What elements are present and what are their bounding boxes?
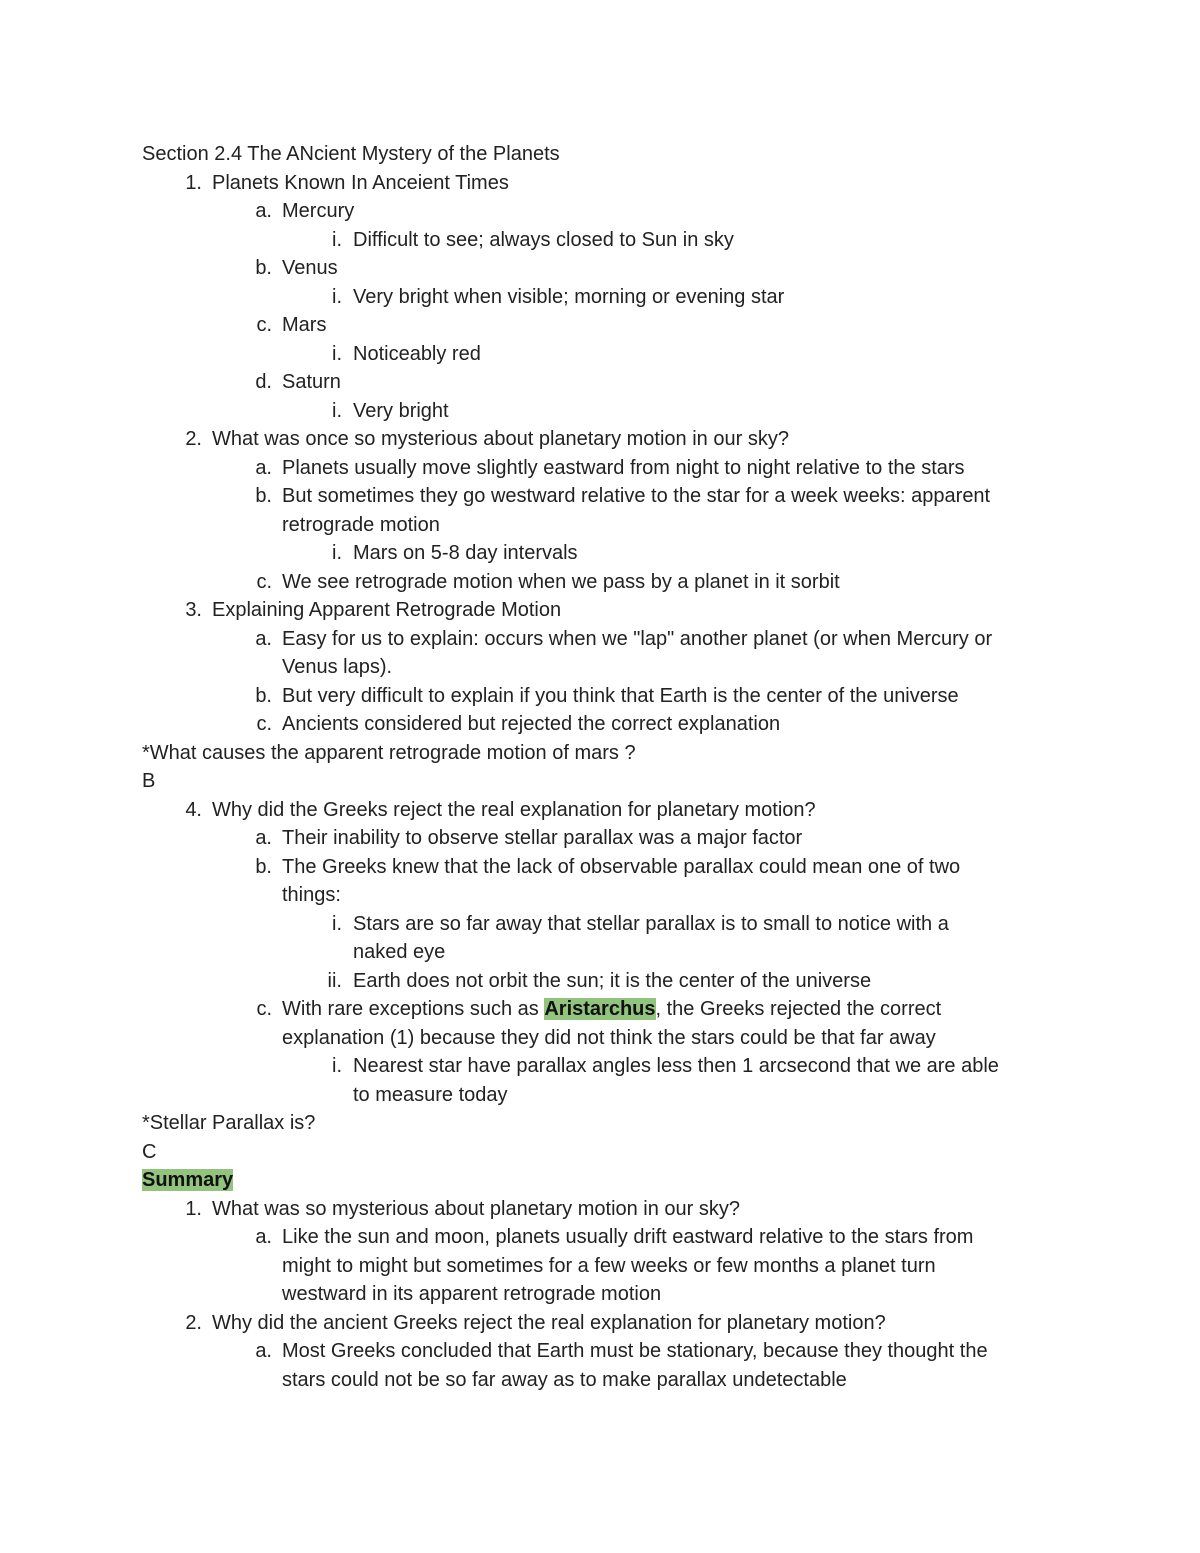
list-text: Mars on 5-8 day intervals bbox=[353, 542, 578, 564]
list-text-post: , the Greeks rejected the correct bbox=[655, 998, 942, 1020]
list-text: Very bright bbox=[353, 399, 449, 422]
question: *Stellar Parallax is? bbox=[142, 1112, 316, 1134]
list-text: explanation (1) because they did not think the stars could be that far away bbox=[282, 1026, 936, 1049]
list-marker: b. bbox=[255, 257, 272, 279]
list-item bbox=[142, 710, 1062, 739]
list-item bbox=[142, 311, 1062, 340]
list-marker: i. bbox=[332, 342, 342, 365]
list-item-continuation bbox=[142, 511, 1062, 540]
list-item bbox=[142, 197, 1062, 226]
list-text: Why did the Greeks reject the real explanation for planetary motion? bbox=[212, 798, 816, 821]
list-item bbox=[142, 1052, 1062, 1081]
list-marker: a. bbox=[255, 827, 272, 849]
list-marker: c. bbox=[256, 713, 272, 735]
list-text: Very bright when visible; morning or evening star bbox=[353, 285, 785, 308]
list-marker: i. bbox=[332, 399, 342, 422]
list-marker: c. bbox=[256, 998, 272, 1020]
list-text: Saturn bbox=[282, 371, 341, 393]
list-marker: d. bbox=[255, 371, 272, 393]
list-marker: ii. bbox=[327, 969, 342, 992]
list-marker: i. bbox=[332, 228, 342, 251]
document-body bbox=[142, 140, 1062, 1394]
list-text: Noticeably red bbox=[353, 342, 481, 365]
list-item bbox=[142, 482, 1062, 511]
list-text: naked eye bbox=[353, 941, 446, 963]
list-marker: 1. bbox=[185, 1197, 202, 1220]
list-item bbox=[142, 796, 1062, 825]
list-item bbox=[142, 368, 1062, 397]
list-text: stars could not be so far away as to make parallax undetectable bbox=[282, 1368, 847, 1391]
list-text: Their inability to observe stellar parallax was a major factor bbox=[282, 827, 803, 849]
list-marker: 4. bbox=[185, 798, 202, 821]
list-text: Explaining Apparent Retrograde Motion bbox=[212, 599, 562, 621]
list-marker: b. bbox=[255, 485, 272, 507]
list-text: might to might but sometimes for a few weeks or few months a planet turn bbox=[282, 1254, 936, 1277]
list-marker: i. bbox=[332, 1055, 342, 1077]
list-marker: a. bbox=[255, 456, 272, 479]
list-item bbox=[142, 1195, 1062, 1224]
list-item bbox=[142, 1309, 1062, 1338]
list-text: Nearest star have parallax angles less then 1 arcsecond that we are able bbox=[353, 1055, 999, 1077]
list-item-continuation bbox=[142, 1366, 1062, 1395]
list-marker: b. bbox=[255, 684, 272, 707]
list-text: Most Greeks concluded that Earth must be stationary, because they thought the bbox=[282, 1340, 988, 1362]
list-item bbox=[142, 283, 1062, 312]
list-item bbox=[142, 425, 1062, 454]
summary-heading: Summary bbox=[142, 1169, 234, 1191]
list-text: things: bbox=[282, 884, 341, 906]
list-item bbox=[142, 995, 1062, 1024]
list-marker: c. bbox=[256, 570, 272, 593]
list-text-pre: With rare exceptions such as bbox=[282, 998, 545, 1020]
list-item bbox=[142, 853, 1062, 882]
list-text: We see retrograde motion when we pass by a planet in it sorbit bbox=[282, 570, 840, 593]
list-text: to measure today bbox=[353, 1083, 508, 1106]
list-text: Like the sun and moon, planets usually drift eastward relative to the stars from bbox=[282, 1226, 974, 1248]
list-item bbox=[142, 1223, 1062, 1252]
list-item bbox=[142, 596, 1062, 625]
list-text: Easy for us to explain: occurs when we "lap" another planet (or when Mercury or bbox=[282, 627, 993, 650]
list-text: Mars bbox=[282, 314, 327, 336]
list-marker: i. bbox=[332, 912, 342, 935]
list-text: Planets usually move slightly eastward from night to night relative to the stars bbox=[282, 456, 965, 479]
list-text: Stars are so far away that stellar parallax is to small to notice with a bbox=[353, 912, 949, 935]
list-marker: 2. bbox=[185, 1311, 202, 1334]
list-item-continuation bbox=[142, 938, 1062, 967]
list-item bbox=[142, 967, 1062, 996]
list-item bbox=[142, 254, 1062, 283]
list-marker: 3. bbox=[185, 599, 202, 621]
list-item bbox=[142, 682, 1062, 711]
summary-heading-line bbox=[142, 1166, 1062, 1195]
list-text: retrograde motion bbox=[282, 513, 440, 536]
list-item bbox=[142, 568, 1062, 597]
list-text: Venus laps). bbox=[282, 656, 393, 678]
list-text: Ancients considered but rejected the correct explanation bbox=[282, 713, 781, 735]
list-item-continuation bbox=[142, 1252, 1062, 1281]
list-marker: 2. bbox=[185, 428, 202, 450]
list-text: But very difficult to explain if you think that Earth is the center of the universe bbox=[282, 684, 959, 707]
list-item-continuation bbox=[142, 1024, 1062, 1053]
answer: C bbox=[142, 1140, 157, 1163]
list-marker: 1. bbox=[185, 171, 202, 194]
list-text: What was once so mysterious about planetary motion in our sky? bbox=[212, 428, 789, 450]
list-marker: c. bbox=[256, 314, 272, 336]
answer: B bbox=[142, 770, 156, 792]
list-item bbox=[142, 539, 1062, 568]
list-text: But sometimes they go westward relative to the star for a week weeks: apparent bbox=[282, 485, 991, 507]
list-item bbox=[142, 226, 1062, 255]
list-marker: a. bbox=[255, 200, 272, 222]
list-item-continuation bbox=[142, 881, 1062, 910]
list-item bbox=[142, 625, 1062, 654]
list-item bbox=[142, 824, 1062, 853]
list-marker: b. bbox=[255, 855, 272, 878]
list-item bbox=[142, 910, 1062, 939]
list-item-continuation bbox=[142, 1081, 1062, 1110]
list-text: Difficult to see; always closed to Sun in sky bbox=[353, 228, 734, 251]
list-marker: a. bbox=[255, 627, 272, 650]
list-text: What was so mysterious about planetary motion in our sky? bbox=[212, 1197, 741, 1220]
list-marker: a. bbox=[255, 1226, 272, 1248]
section-title: Section 2.4 The ANcient Mystery of the Planets bbox=[142, 143, 560, 165]
question: *What causes the apparent retrograde motion of mars ? bbox=[142, 741, 636, 764]
list-text: The Greeks knew that the lack of observable parallax could mean one of two bbox=[282, 855, 961, 878]
list-marker: a. bbox=[255, 1340, 272, 1362]
list-text: westward in its apparent retrograde motion bbox=[282, 1283, 662, 1305]
list-item bbox=[142, 169, 1062, 198]
list-text: Why did the ancient Greeks reject the real explanation for planetary motion? bbox=[212, 1311, 886, 1334]
list-item bbox=[142, 454, 1062, 483]
list-text: Planets Known In Anceient Times bbox=[212, 171, 509, 194]
list-item bbox=[142, 1337, 1062, 1366]
list-item bbox=[142, 397, 1062, 426]
list-item-continuation bbox=[142, 653, 1062, 682]
list-text: Mercury bbox=[282, 200, 355, 222]
list-item-continuation bbox=[142, 1280, 1062, 1309]
list-text: Venus bbox=[282, 257, 338, 279]
list-item bbox=[142, 340, 1062, 369]
list-marker: i. bbox=[332, 542, 342, 564]
highlighted-term: Aristarchus bbox=[544, 998, 656, 1020]
list-text: Earth does not orbit the sun; it is the center of the universe bbox=[353, 969, 872, 992]
list-marker: i. bbox=[332, 285, 342, 308]
